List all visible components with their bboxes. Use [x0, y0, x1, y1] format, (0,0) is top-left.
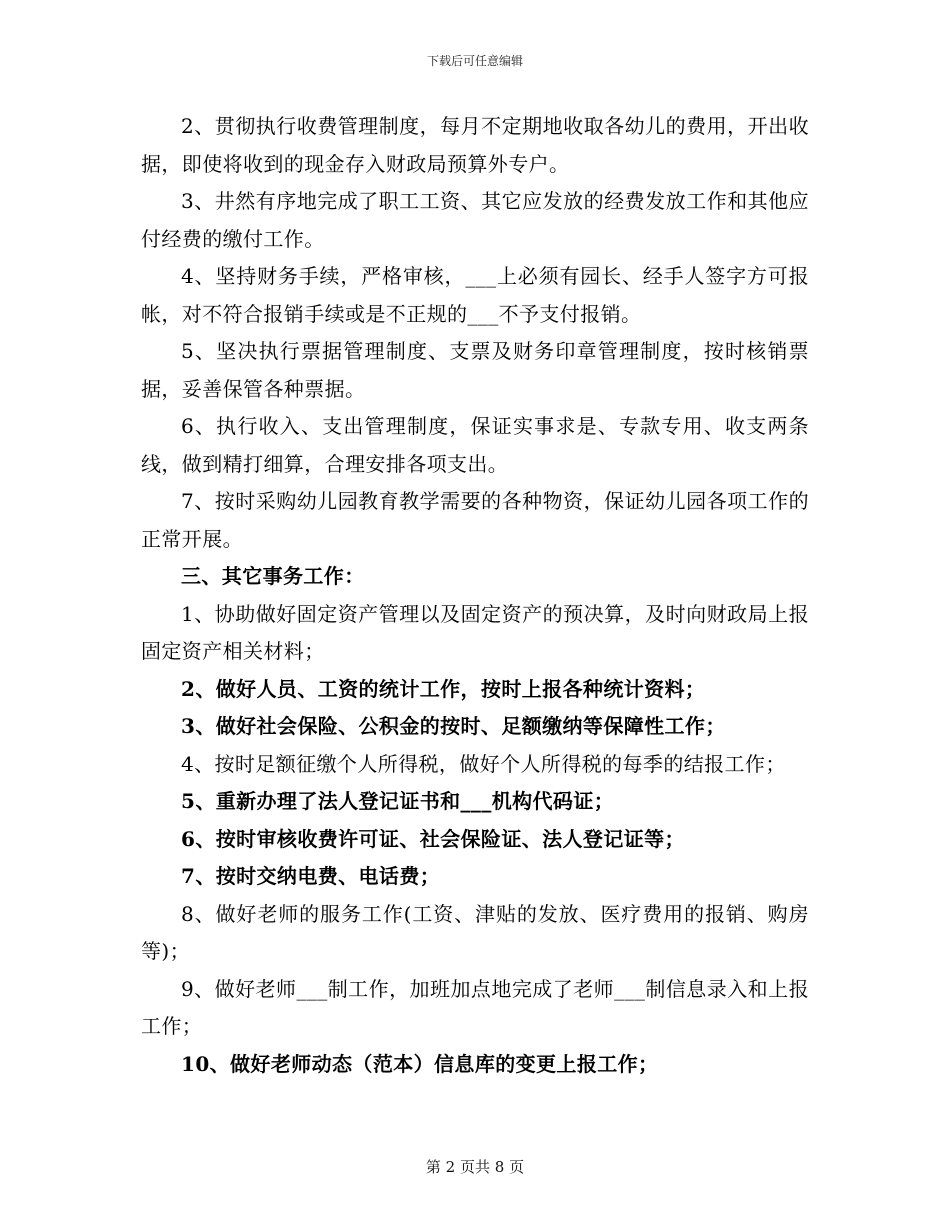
- paragraph-5: 6、执行收入、支出管理制度，保证实事求是、专款专用、收支两条线，做到精打细算，合理安排各项支出。: [141, 414, 809, 476]
- paragraph-12: 5、重新办理了法人登记证书和___机构代码证；: [181, 789, 615, 813]
- paragraph-6: 7、按时采购幼儿园教育教学需要的各种物资，保证幼儿园各项工作的正常开展。: [141, 489, 809, 551]
- paragraph-4: 5、坚决执行票据管理制度、支票及财务印章管理制度，按时核销票据，妥善保管各种票据。: [141, 339, 809, 401]
- paragraph-2: 3、井然有序地完成了职工工资、其它应发放的经费发放工作和其他应付经费的缴付工作。: [141, 189, 809, 251]
- paragraph-11: 4、按时足额征缴个人所得税，做好个人所得税的每季的结报工作；: [181, 751, 786, 776]
- paragraph-8: 1、协助做好固定资产管理以及固定资产的预决算，及时向财政局上报固定资产相关材料；: [141, 601, 809, 663]
- paragraph-3: 4、坚持财务手续，严格审核，___上必须有园长、经手人签字方可报帐，对不符合报销手续或是不正规的___不予支付报销。: [141, 264, 809, 326]
- paragraph-15: 8、做好老师的服务工作(工资、津贴的发放、医疗费用的报销、购房等)；: [141, 901, 809, 963]
- document-body: [141, 108, 809, 1083]
- paragraph-16: 9、做好老师___制工作，加班加点地完成了老师___制信息录入和上报工作；: [141, 976, 809, 1038]
- paragraph-13: 6、按时审核收费许可证、社会保险证、法人登记证等；: [181, 826, 685, 851]
- paragraph-9: 2、做好人员、工资的统计工作，按时上报各种统计资料；: [181, 676, 706, 701]
- page-header: 下载后可任意编辑: [426, 54, 523, 68]
- paragraph-14: 7、按时交纳电费、电话费；: [181, 864, 441, 888]
- paragraph-1: 2、贯彻执行收费管理制度，每月不定期地收取各幼儿的费用，开出收据，即使将收到的现金存入财政局预算外专户。: [141, 114, 809, 176]
- paragraph-17: 10、做好老师动态（范本）信息库的变更上报工作；: [181, 1051, 659, 1076]
- page-footer: 第 2 页共 8 页: [425, 1158, 525, 1176]
- paragraph-10: 3、做好社会保险、公积金的按时、足额缴纳等保障性工作；: [181, 714, 726, 738]
- section-heading: 三、其它事务工作：: [181, 564, 365, 588]
